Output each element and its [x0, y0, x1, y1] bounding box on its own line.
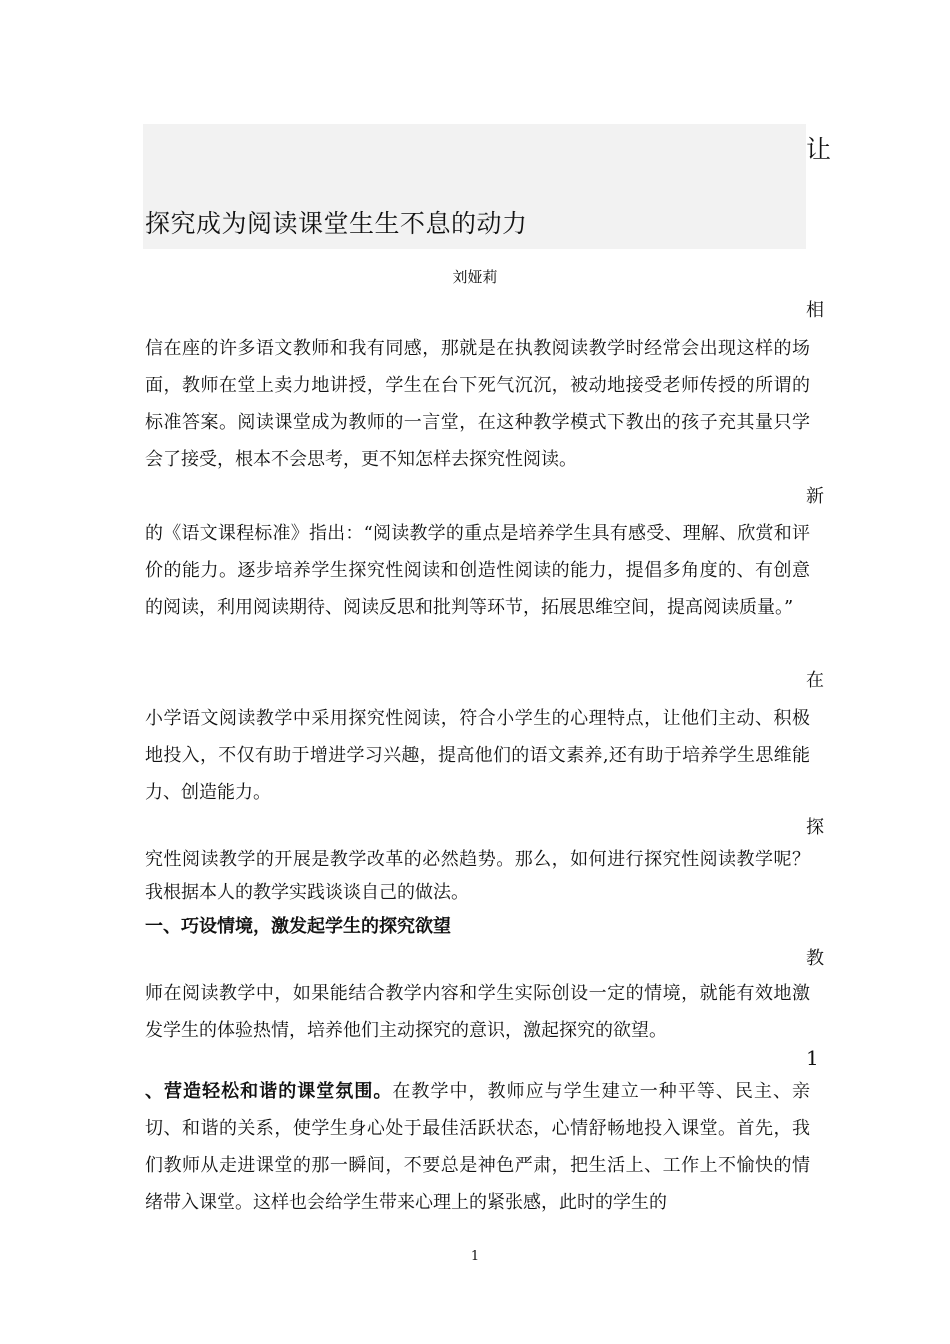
section-heading: 一、巧设情境，激发起学生的探究欲望 [145, 916, 451, 937]
paragraph-5: 师在阅读教学中，如果能结合教学内容和学生实际创设一定的情境，就能有效地激发学生的体验热情，培养他们主动探究的意识，激起探究的欲望。 [145, 983, 810, 1041]
page-number: 1 [470, 1249, 480, 1264]
paragraph-1-lead: 相 [806, 300, 824, 321]
page-title: 探究成为阅读课堂生生不息的动力 [145, 209, 528, 238]
paragraph-1: 信在座的许多语文教师和我有同感，那就是在执教阅读教学时经常会出现这样的场面，教师在堂上卖力地讲授，学生在台下死气沉沉，被动地接受老师传授的所谓的标准答案。阅读课堂成为教师的一言堂，在这种教学模式下教出的孩子充其量只学会了接受，根本不会思考，更不知怎样去探究性阅读。 [145, 338, 810, 470]
paragraph-3-lead: 在 [806, 670, 824, 691]
paragraph-2: 的《语文课程标准》指出：“阅读教学的重点是培养学生具有感受、理解、欣赏和评价的能力。逐步培养学生探究性阅读和创造性阅读的能力，提倡多角度的、有创意的阅读，利用阅读期待、阅读反思和批判等环节，拓展思维空间，提高阅读质量。” [145, 523, 810, 618]
paragraph-3: 小学语文阅读教学中采用探究性阅读，符合小学生的心理特点，让他们主动、积极地投入，不仅有助于增进学习兴趣，提高他们的语文素养,还有助于培养学生思维能力、创造能力。 [145, 708, 810, 803]
paragraph-6-bold-run: 、营造轻松和谐的课堂氛围。 [145, 1081, 393, 1102]
paragraph-6-lead: 1 [806, 1046, 819, 1070]
author-name: 刘娅莉 [452, 268, 498, 286]
paragraph-6 [145, 1073, 810, 1221]
paragraph-2-lead: 新 [806, 486, 824, 507]
paragraph-4-lead: 探 [806, 817, 824, 838]
paragraph-4: 究性阅读教学的开展是教学改革的必然趋势。那么，如何进行探究性阅读教学呢？我根据本人的教学实践谈谈自己的做法。 [145, 849, 810, 903]
paragraph-6-text: 在教学中，教师应与学生建立一种平等、民主、亲切、和谐的关系，使学生身心处于最佳活跃状态，心情舒畅地投入课堂。首先，我们教师从走进课堂的那一瞬间，不要总是神色严肃，把生活上、工作上不愉快的情绪带入课堂。这样也会给学生带来心理上的紧张感，此时的学生的 [145, 1081, 811, 1213]
title-first-char: 让 [806, 135, 832, 164]
paragraph-5-lead: 教 [806, 948, 824, 969]
